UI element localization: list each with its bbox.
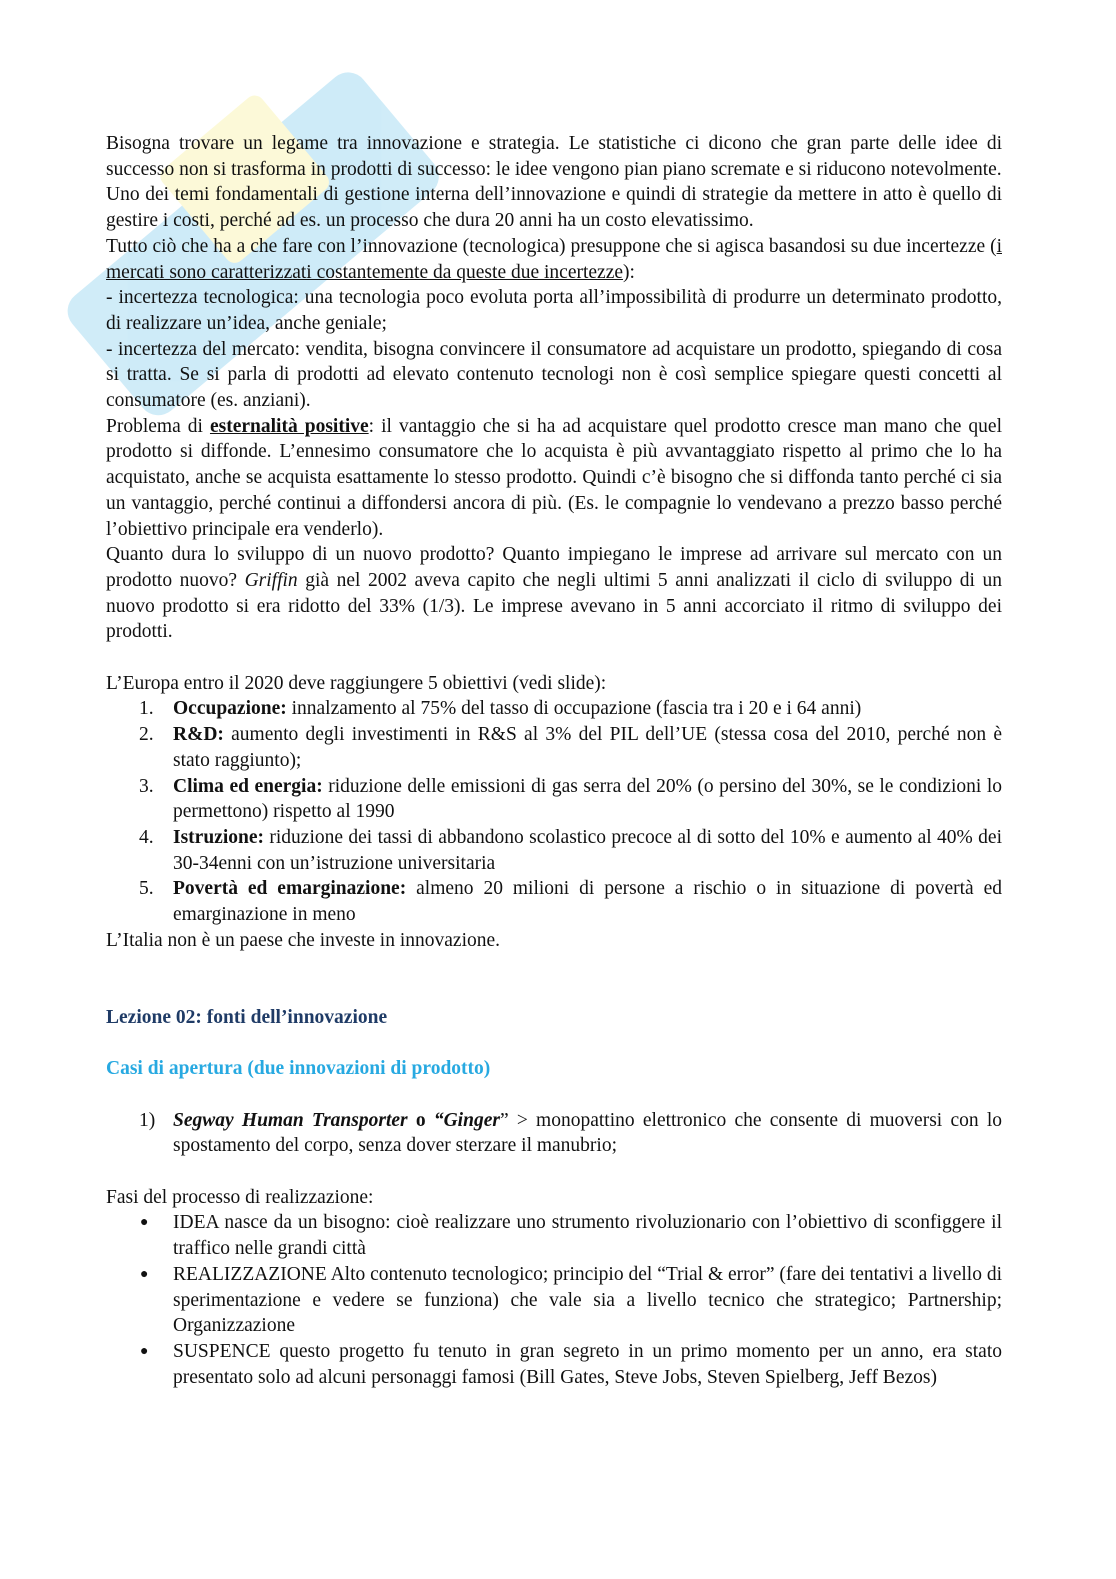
- paragraph: L’Italia non è un paese che investe in innovazione.: [106, 929, 501, 951]
- paragraph: Uno dei temi fondamentali di gestione interna dell’innovazione e quindi di strategie da mettere in atto è quello di gestire i costi, perché ad es. un processo che dura 20 anni ha un costo elevatissimo.: [106, 184, 1002, 232]
- list-number: 3.: [139, 775, 154, 797]
- list-number: 1.: [139, 698, 154, 720]
- paragraph: - incertezza tecnologica: una tecnologia poco evoluta porta all’impossibilità di produrre un determinato prodotto, di realizzare un’idea, anche geniale;: [106, 287, 1002, 334]
- text: Quanto dura lo sviluppo di un nuovo prodotto? Quanto impiegano le imprese ad arrivare sul mercato con un prodotto nuovo?: [106, 544, 1002, 591]
- goal-title: Povertà ed emarginazione:: [173, 878, 407, 900]
- cases-list: [106, 1108, 1002, 1159]
- goal-text: aumento degli investimenti in R&S al 3% del PIL dell’UE (stessa cosa del 2010, perché non è stato raggiunto);: [173, 724, 1002, 771]
- goal-item: [106, 825, 1002, 876]
- goal-item: [106, 774, 1002, 825]
- phase-item: [106, 1339, 1002, 1390]
- underlined-text: i mercati sono caratterizzati costantemente da queste due incertezze: [106, 235, 1002, 283]
- text: già nel 2002 aveva capito che negli ultimi 5 anni analizzati il ciclo di sviluppo di un nuovo prodotto si era ridotto del 33% (1/3). Le imprese avevano in 5 anni accorciato il ritmo di sviluppo dei prodotti.: [106, 569, 1003, 643]
- goal-item: [106, 696, 1002, 722]
- goal-text: riduzione dei tassi di abbandono scolastico precoce al di sotto del 10% e aumento al 40% dei 30-34enni con un’istruzione universitaria: [173, 826, 1002, 874]
- section-subheading: Casi di apertura (due innovazioni di prodotto): [106, 1058, 491, 1080]
- phases-list: [106, 1210, 1002, 1390]
- text: o: [407, 1109, 434, 1131]
- text: Tutto ciò che ha a che fare con l’innovazione (tecnologica) presuppone che si agisca basandosi su due incertezze (: [106, 235, 997, 257]
- phase-text: REALIZZAZIONE Alto contenuto tecnologico; principio del “Trial & error” (fare dei tentativi a livello di sperimentazione e vedere se funziona) che vale sia a livello tecnico che strategico; Partnership; Organizzazione: [173, 1263, 1002, 1337]
- italic-name: Griffin: [244, 569, 298, 591]
- phase-item: [106, 1210, 1002, 1261]
- list-number: 2.: [139, 724, 154, 746]
- goal-title: Clima ed energia:: [173, 775, 323, 797]
- goal-item: [106, 722, 1002, 773]
- list-item: [106, 1108, 1002, 1159]
- goal-text: innalzamento al 75% del tasso di occupazione (fascia tra i 20 e i 64 anni): [286, 698, 862, 720]
- list-number: 4.: [139, 826, 154, 848]
- goals-list: [106, 696, 1002, 927]
- goal-text: riduzione delle emissioni di gas serra del 20% (o persino del 30%, se le condizioni lo permettono) rispetto al 1990: [173, 775, 1002, 823]
- paragraph: Fasi del processo di realizzazione:: [106, 1186, 374, 1208]
- document-page: [106, 131, 1002, 1390]
- goal-title: R&D:: [173, 724, 224, 746]
- text: ” > monopattino elettronico che consente di muoversi con lo spostamento del corpo, senza dover sterzare il manubrio;: [173, 1109, 1002, 1157]
- case-alt-name: “Ginger: [433, 1109, 500, 1131]
- paragraph: L’Europa entro il 2020 deve raggiungere 5 obiettivi (vedi slide):: [106, 672, 607, 694]
- paragraph: Bisogna trovare un legame tra innovazione e strategia. Le statistiche ci dicono che gran parte delle idee di successo non si trasforma in prodotti di successo: le idee vengono pian piano scremate e si riducono notevolmente.: [106, 133, 1002, 180]
- text: ):: [623, 261, 635, 283]
- case-name: Segway Human Transporter: [173, 1109, 408, 1131]
- text: : il vantaggio che si ha ad acquistare quel prodotto cresce man mano che quel prodotto si diffonde. L’ennesimo consumatore che lo acquista è più avvantaggiato rispetto al primo che lo ha acquistato, anche se acquista esattamente lo stesso prodotto. Quindi c’è bisogno che si diffonda tanto perché ci sia un vantaggio, perché continui a diffondersi ancora di più. (Es. le compagnie lo vendevano a prezzo basso perché l’obiettivo principale era venderlo).: [106, 415, 1002, 540]
- list-number: 5.: [139, 878, 154, 900]
- goal-title: Istruzione:: [173, 826, 264, 848]
- goal-text: almeno 20 milioni di persone a rischio o in situazione di povertà ed emarginazione in meno: [173, 878, 1002, 926]
- phase-item: [106, 1262, 1002, 1339]
- lesson-heading: Lezione 02: fonti dell’innovazione: [106, 1006, 388, 1028]
- paragraph: [106, 234, 1002, 285]
- bullet-icon: ●: [140, 1266, 149, 1282]
- bullet-icon: ●: [140, 1215, 149, 1231]
- goal-item: [106, 876, 1002, 927]
- list-number: 1): [139, 1109, 156, 1131]
- bullet-icon: ●: [140, 1343, 149, 1359]
- goal-title: Occupazione:: [173, 698, 287, 720]
- phase-text: SUSPENCE questo progetto fu tenuto in gran segreto in un primo momento per un anno, era stato presentato solo ad alcuni personaggi famosi (Bill Gates, Steve Jobs, Steven Spielberg, Jeff Bezos): [173, 1340, 1002, 1388]
- paragraph: [106, 414, 1002, 543]
- text: Problema di: [106, 415, 210, 437]
- paragraph: - incertezza del mercato: vendita, bisogna convincere il consumatore ad acquistare un prodotto, spiegando di cosa si tratta. Se si parla di prodotti ad elevato contenuto tecnologi non è così semplice spiegare questi concetti al consumatore (es. anziani).: [106, 338, 1002, 412]
- bold-term: esternalità positive: [209, 415, 369, 437]
- phase-text: IDEA nasce da un bisogno: cioè realizzare uno strumento rivoluzionario con l’obiettivo di sconfiggere il traffico nelle grandi città: [173, 1212, 1002, 1260]
- paragraph: [106, 542, 1002, 645]
